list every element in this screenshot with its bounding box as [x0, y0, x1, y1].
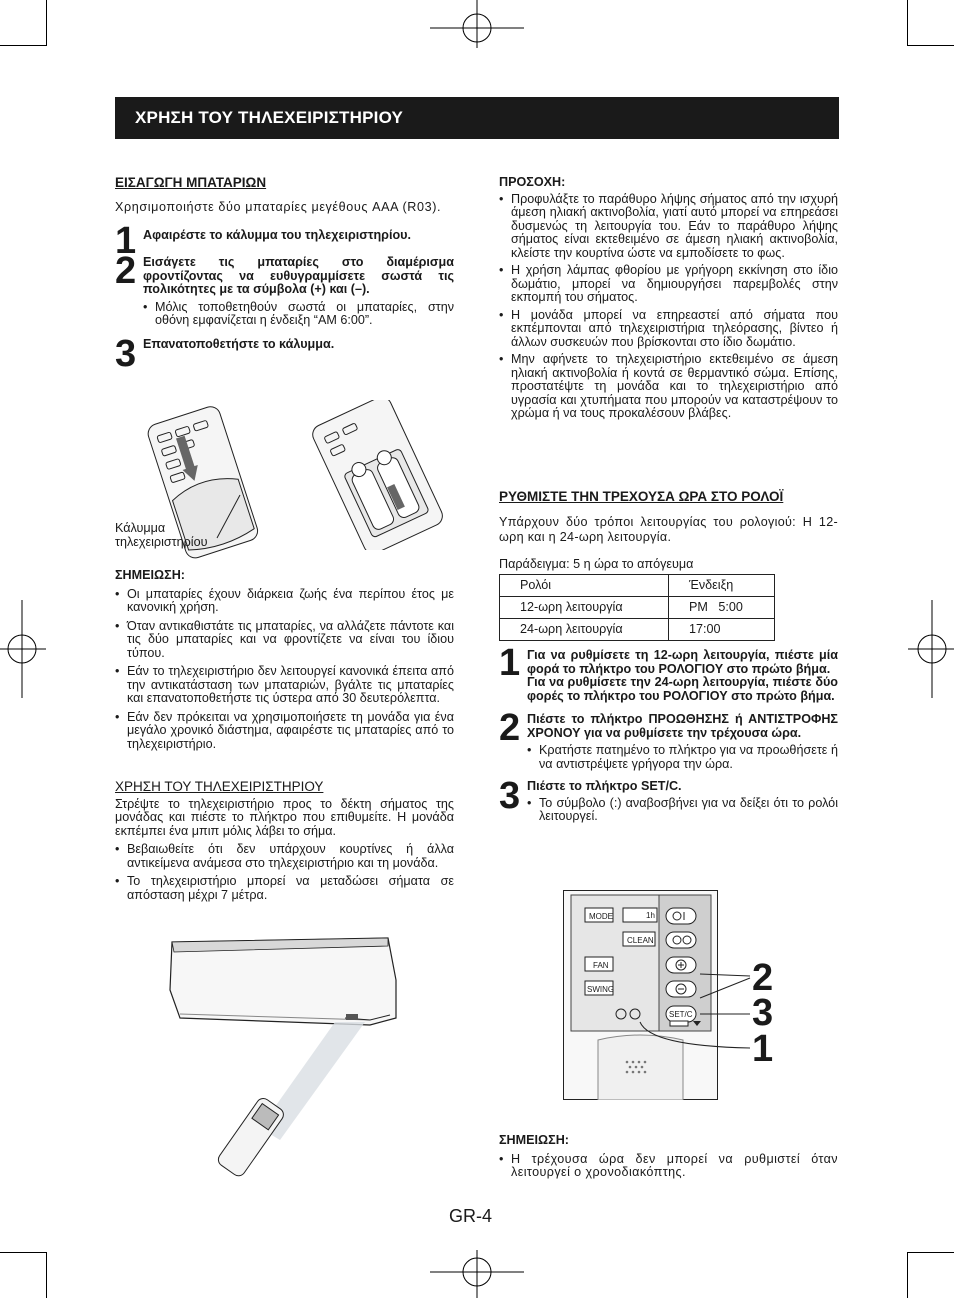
clock-step-2 [499, 707, 838, 749]
callout-number-3: 3 [752, 992, 774, 1034]
clock-section [499, 490, 838, 824]
step-text: Πιέστε το πλήκτρο SET/C. [527, 779, 682, 793]
callout-number-1: 1 [752, 1028, 774, 1070]
mode-button[interactable]: MODE [589, 912, 613, 921]
callout-lines [620, 960, 760, 1050]
page-number: GR-4 [449, 1206, 493, 1226]
step-number: 2 [115, 250, 136, 292]
clock-table [499, 574, 775, 641]
note1-title: ΣΗΜΕΙΩΣΗ: [115, 568, 185, 582]
registration-mark-left [0, 600, 48, 698]
callout-number-2: 2 [752, 957, 774, 999]
battery-step-3 [115, 332, 454, 375]
step-text: Για να ρυθμίσετε τη 12-ωρη λειτουργία, πιέστε μία φορά το πλήκτρο του ΡΟΛΟΓΙΟΥ στο πρώτο βήμα. [527, 648, 838, 676]
timer-1h-label: 1h [646, 911, 655, 920]
usage-intro: Στρέψτε το τηλεχειριστήριο προς το δέκτη σήματος της μονάδας και πιέστε το πλήκτρο που επιθυμείτε. Η μονάδα εκπέμπει ένα μπιπ μόλις λάβει το σήμα. [115, 796, 454, 838]
table-cell: 24-ωρη λειτουργία [500, 619, 669, 641]
caution-item: • Μην αφήνετε το τηλεχειριστήριο εκτεθειμένο σε άμεση ηλιακή ακτινοβολία ή κοντά σε θερμαντικό σώμα. Επίσης, προστατέψτε τη μονάδα και το τηλεχειριστήριο από υγρασία και χτυπήματα που μπορούν να καταστρέψουν το χρώμα ή να τους προκαλέσουν βλάβες. [499, 353, 838, 421]
step-text: Για να ρυθμίσετε την 24-ωρη λειτουργία, πιέστε δύο φορές το πλήκτρο του ΡΟΛΟΓΙΟΥ στο πρώτο βήμα. [527, 675, 838, 703]
usage-title: ΧΡΗΣΗ ΤΟΥ ΤΗΛΕΧΕΙΡΙΣΤΗΡΙΟΥ [115, 779, 324, 794]
step-text: Εισάγετε τις μπαταρίες στο διαμέρισμα φροντίζοντας να ευθυγραμμίσετε σωστά τις πολικότητες με τα σύμβολα (+) και (–). [143, 255, 454, 296]
usage-item: • Βεβαιωθείτε ότι δεν υπάρχουν κουρτίνες ή άλλα αντικείμενα ανάμεσα στο τηλεχειριστήριο και τη μονάδα. [115, 843, 454, 870]
table-cell: 12-ωρη λειτουργία [500, 597, 669, 619]
battery-step-2-bullet: • Μόλις τοποθετηθούν σωστά οι μπαταρίες, στην οθόνη εμφανίζεται η ένδειξη “AM 6:00”. [115, 301, 454, 328]
usage-item: • Το τηλεχειριστήριο μπορεί να μεταδώσει σήματα σε απόσταση μέχρι 7 μέτρα. [115, 875, 454, 902]
clock-title: ΡΥΘΜΙΣΤΕ ΤΗΝ ΤΡΕΧΟΥΣΑ ΩΡΑ ΣΤΟ ΡΟΛΟΪ [499, 489, 784, 504]
table-cell: PM 5:00 [669, 597, 775, 619]
note1-item: • Όταν αντικαθιστάτε τις μπαταρίες, να αλλάζετε πάντοτε και τις δύο μπαταρίες και να φροντίζετε να είναι του ίδιου τύπου. [115, 620, 454, 661]
clock-step-1 [499, 642, 838, 703]
set-c-button[interactable]: SET/C [669, 1010, 693, 1019]
cover-label [115, 521, 207, 549]
caution-section [499, 176, 838, 421]
table-row [500, 575, 775, 597]
cover-label-leader-line [215, 490, 245, 540]
step-number: 1 [499, 642, 520, 684]
table-row [500, 619, 775, 641]
table-cell: Ένδειξη [669, 575, 775, 597]
battery-step-1 [115, 219, 454, 262]
battery-step-2 [115, 250, 454, 297]
note2-title: ΣΗΜΕΙΩΣΗ: [499, 1133, 569, 1147]
note1-item: • Εάν δεν πρόκειται να χρησιμοποιήσετε τη μονάδα για ένα μεγάλο χρονικό διάστημα, αφαιρέστε τις μπαταρίες από το τηλεχειριστήριο. [115, 711, 454, 752]
caution-item: • Η χρήση λάμπας φθορίου με γρήγορη εκκίνηση στο ίδιο δωμάτιο, μπορεί να δημιουργήσει παρεμβολές στην εκπομπή του σήματος. [499, 264, 838, 305]
clock-example: Παράδειγμα: 5 η ώρα το απόγευμα [499, 556, 694, 571]
air-conditioner-illustration [160, 930, 410, 1185]
cover-label-line-2: τηλεχειριστηρίου [115, 535, 208, 549]
table-cell: Ρολόι [500, 575, 669, 597]
note2-item: • Η τρέχουσα ώρα δεν μπορεί να ρυθμιστεί όταν λειτουργεί ο χρονοδιακόπτης. [499, 1153, 838, 1180]
caution-item: • Η μονάδα μπορεί να επηρεαστεί από σήματα που εκπέμπονται από τηλεχειριστήρια τηλεόρασης, βίντεο ή άλλων συσκευών που βρίσκονται στο ίδιο δωμάτιο. [499, 309, 838, 350]
step-number: 3 [499, 775, 520, 817]
step-number: 1 [115, 219, 136, 262]
caution-title: ΠΡΟΣΟΧΗ: [499, 175, 566, 189]
note1-item: • Εάν το τηλεχειριστήριο δεν λειτουργεί κανονικά έπειτα από την αντικατάσταση των μπαταριών, βγάλτε τις μπαταρίες και επανατοποθετήστε τις ύστερα από 30 δευτερόλεπτα. [115, 665, 454, 706]
section-header-title: ΧΡΗΣΗ ΤΟΥ ΤΗΛΕΧΕΙΡΙΣΤΗΡΙΟΥ [135, 108, 404, 127]
step-number: 3 [115, 332, 136, 375]
step-text: Αφαιρέστε το κάλυμμα του τηλεχειριστηρίου. [143, 227, 411, 242]
clock-step-3-bullet: • Το σύμβολο (:) αναβοσβήνει για να δείξει ότι το ρολόι λειτουργεί. [499, 797, 838, 824]
swing-button[interactable]: SWING [587, 985, 615, 994]
clean-button[interactable]: CLEAN [627, 936, 654, 945]
note1-section [115, 569, 454, 751]
note2-section [499, 1134, 838, 1180]
table-cell: 17:00 [669, 619, 775, 641]
step-text: Πιέστε το πλήκτρο ΠΡΟΩΘΗΣΗΣ ή ΑΝΤΙΣΤΡΟΦΗΣ ΧΡΟΝΟΥ για να ρυθμίσετε την τρέχουσα ώρα. [527, 712, 838, 740]
step-text: Επανατοποθετήστε το κάλυμμα. [143, 336, 335, 351]
usage-section [115, 780, 454, 902]
clock-intro: Υπάρχουν δύο τρόποι λειτουργίας του ρολογιού: Η 12-ωρη και η 24-ωρη λειτουργία. [499, 514, 838, 544]
battery-section [115, 175, 454, 375]
table-row [500, 597, 775, 619]
fan-button[interactable]: FAN [593, 961, 609, 970]
battery-title: ΕΙΣΑΓΩΓΗ ΜΠΑΤΑΡΙΩΝ [115, 175, 267, 190]
remote-batteries-illustration [290, 400, 465, 550]
section-header-bar [115, 97, 839, 139]
caution-item: • Προφυλάξτε το παράθυρο λήψης σήματος από την ισχυρή άμεση ηλιακή ακτινοβολία, γιατί αυτό μπορεί να επηρεάσει δυσμενώς τη λειτουργία του. Εάν το παράθυρο λήψης σήματος είναι εκτεθειμένο σε άμεση ηλιακή ακτινοβολία, κλείστε την κουρτίνα ώστε να εμποδίσετε το φως. [499, 193, 838, 261]
registration-mark-right [906, 600, 954, 698]
registration-mark-bottom [430, 1250, 525, 1298]
clock-step-2-bullet: • Κρατήστε πατημένο το πλήκτρο για να προωθήσετε ή να αντιστρέψετε γρήγορα την ώρα. [499, 744, 838, 771]
cover-label-line-1: Κάλυμμα [115, 521, 166, 535]
registration-mark-top [430, 0, 525, 50]
note1-item: • Οι μπαταρίες έχουν διάρκεια ζωής ένα περίπου έτος με κανονική χρήση. [115, 588, 454, 615]
battery-intro: Χρησιμοποιήστε δύο μπαταρίες μεγέθους AAA (R03). [115, 199, 442, 214]
step-number: 2 [499, 707, 520, 749]
